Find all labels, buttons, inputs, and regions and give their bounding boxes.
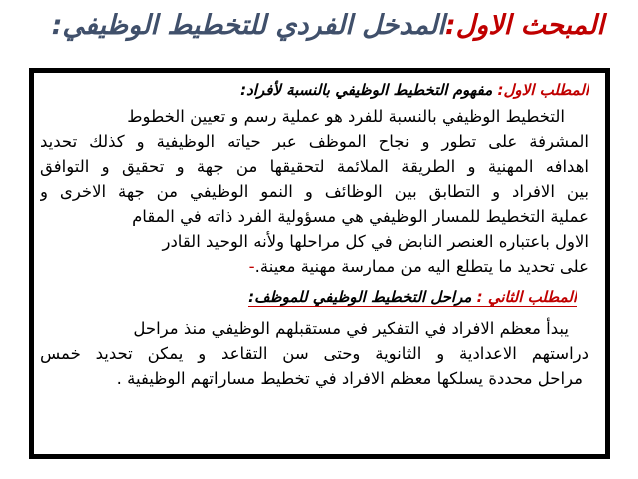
subheading-first [40, 79, 589, 101]
title-part-topic: المدخل الفردي للتخطيط الوظيفي: [51, 10, 445, 41]
slide-title [24, 6, 604, 46]
paragraph2-line-1: يبدأ معظم الافراد في التفكير في مستقبلهم الوظيفي منذ مراحل [133, 319, 569, 338]
title-part-section: المبحث الاول: [444, 10, 604, 41]
subheading-second-title: مراحل التخطيط الوظيفي للموظف: [248, 288, 477, 306]
paragraph2-line-3: مراحل محددة يسلكها معظم الافراد في تخطيط مساراتهم الوظيفية . [116, 369, 583, 388]
subheading-first-title: مفهوم التخطيط الوظيفي بالنسبة لأفراد: [240, 81, 498, 99]
paragraph1-end-mark: - [248, 257, 255, 276]
paragraph1-line-6: الاول باعتباره العنصر النابض في كل مراحلها ولأنه الوحيد القادر [162, 232, 589, 251]
paragraph1-line-2: المشرفة على تطور و نجاح الموظف عبر حياته الوظيفية و كذلك تحديد [40, 132, 589, 151]
content-box [29, 68, 610, 459]
paragraph1-line-7-text: على تحديد ما يتطلع اليه من ممارسة مهنية معينة. [254, 257, 589, 276]
paragraph1-line-5: عملية التخطيط للمسار الوظيفي هي مسؤولية الفرد ذاته في المقام [132, 207, 589, 226]
subheading-first-label: المطلب الاول: [497, 81, 589, 99]
paragraph1-line-7 [40, 255, 589, 279]
subheading-second [28, 286, 577, 308]
paragraph1-line-4: بين الافراد و التطابق بين الوظائف و النمو الوظيفي من جهة الاخرى و [40, 182, 589, 201]
paragraph1-line-3: اهدافه المهنية و الطريقة الملائمة لتحقيقها من جهة و تحقيق و التوافق [40, 157, 589, 176]
paragraph2-line-2: دراستهم الاعدادية و الثانوية وحتى سن التقاعد و يمكن تحديد خمس [40, 344, 589, 363]
paragraph1-line-1: التخطيط الوظيفي بالنسبة للفرد هو عملية رسم و تعيين الخطوط [127, 107, 565, 126]
subheading-second-label: المطلب الثاني : [476, 288, 577, 306]
